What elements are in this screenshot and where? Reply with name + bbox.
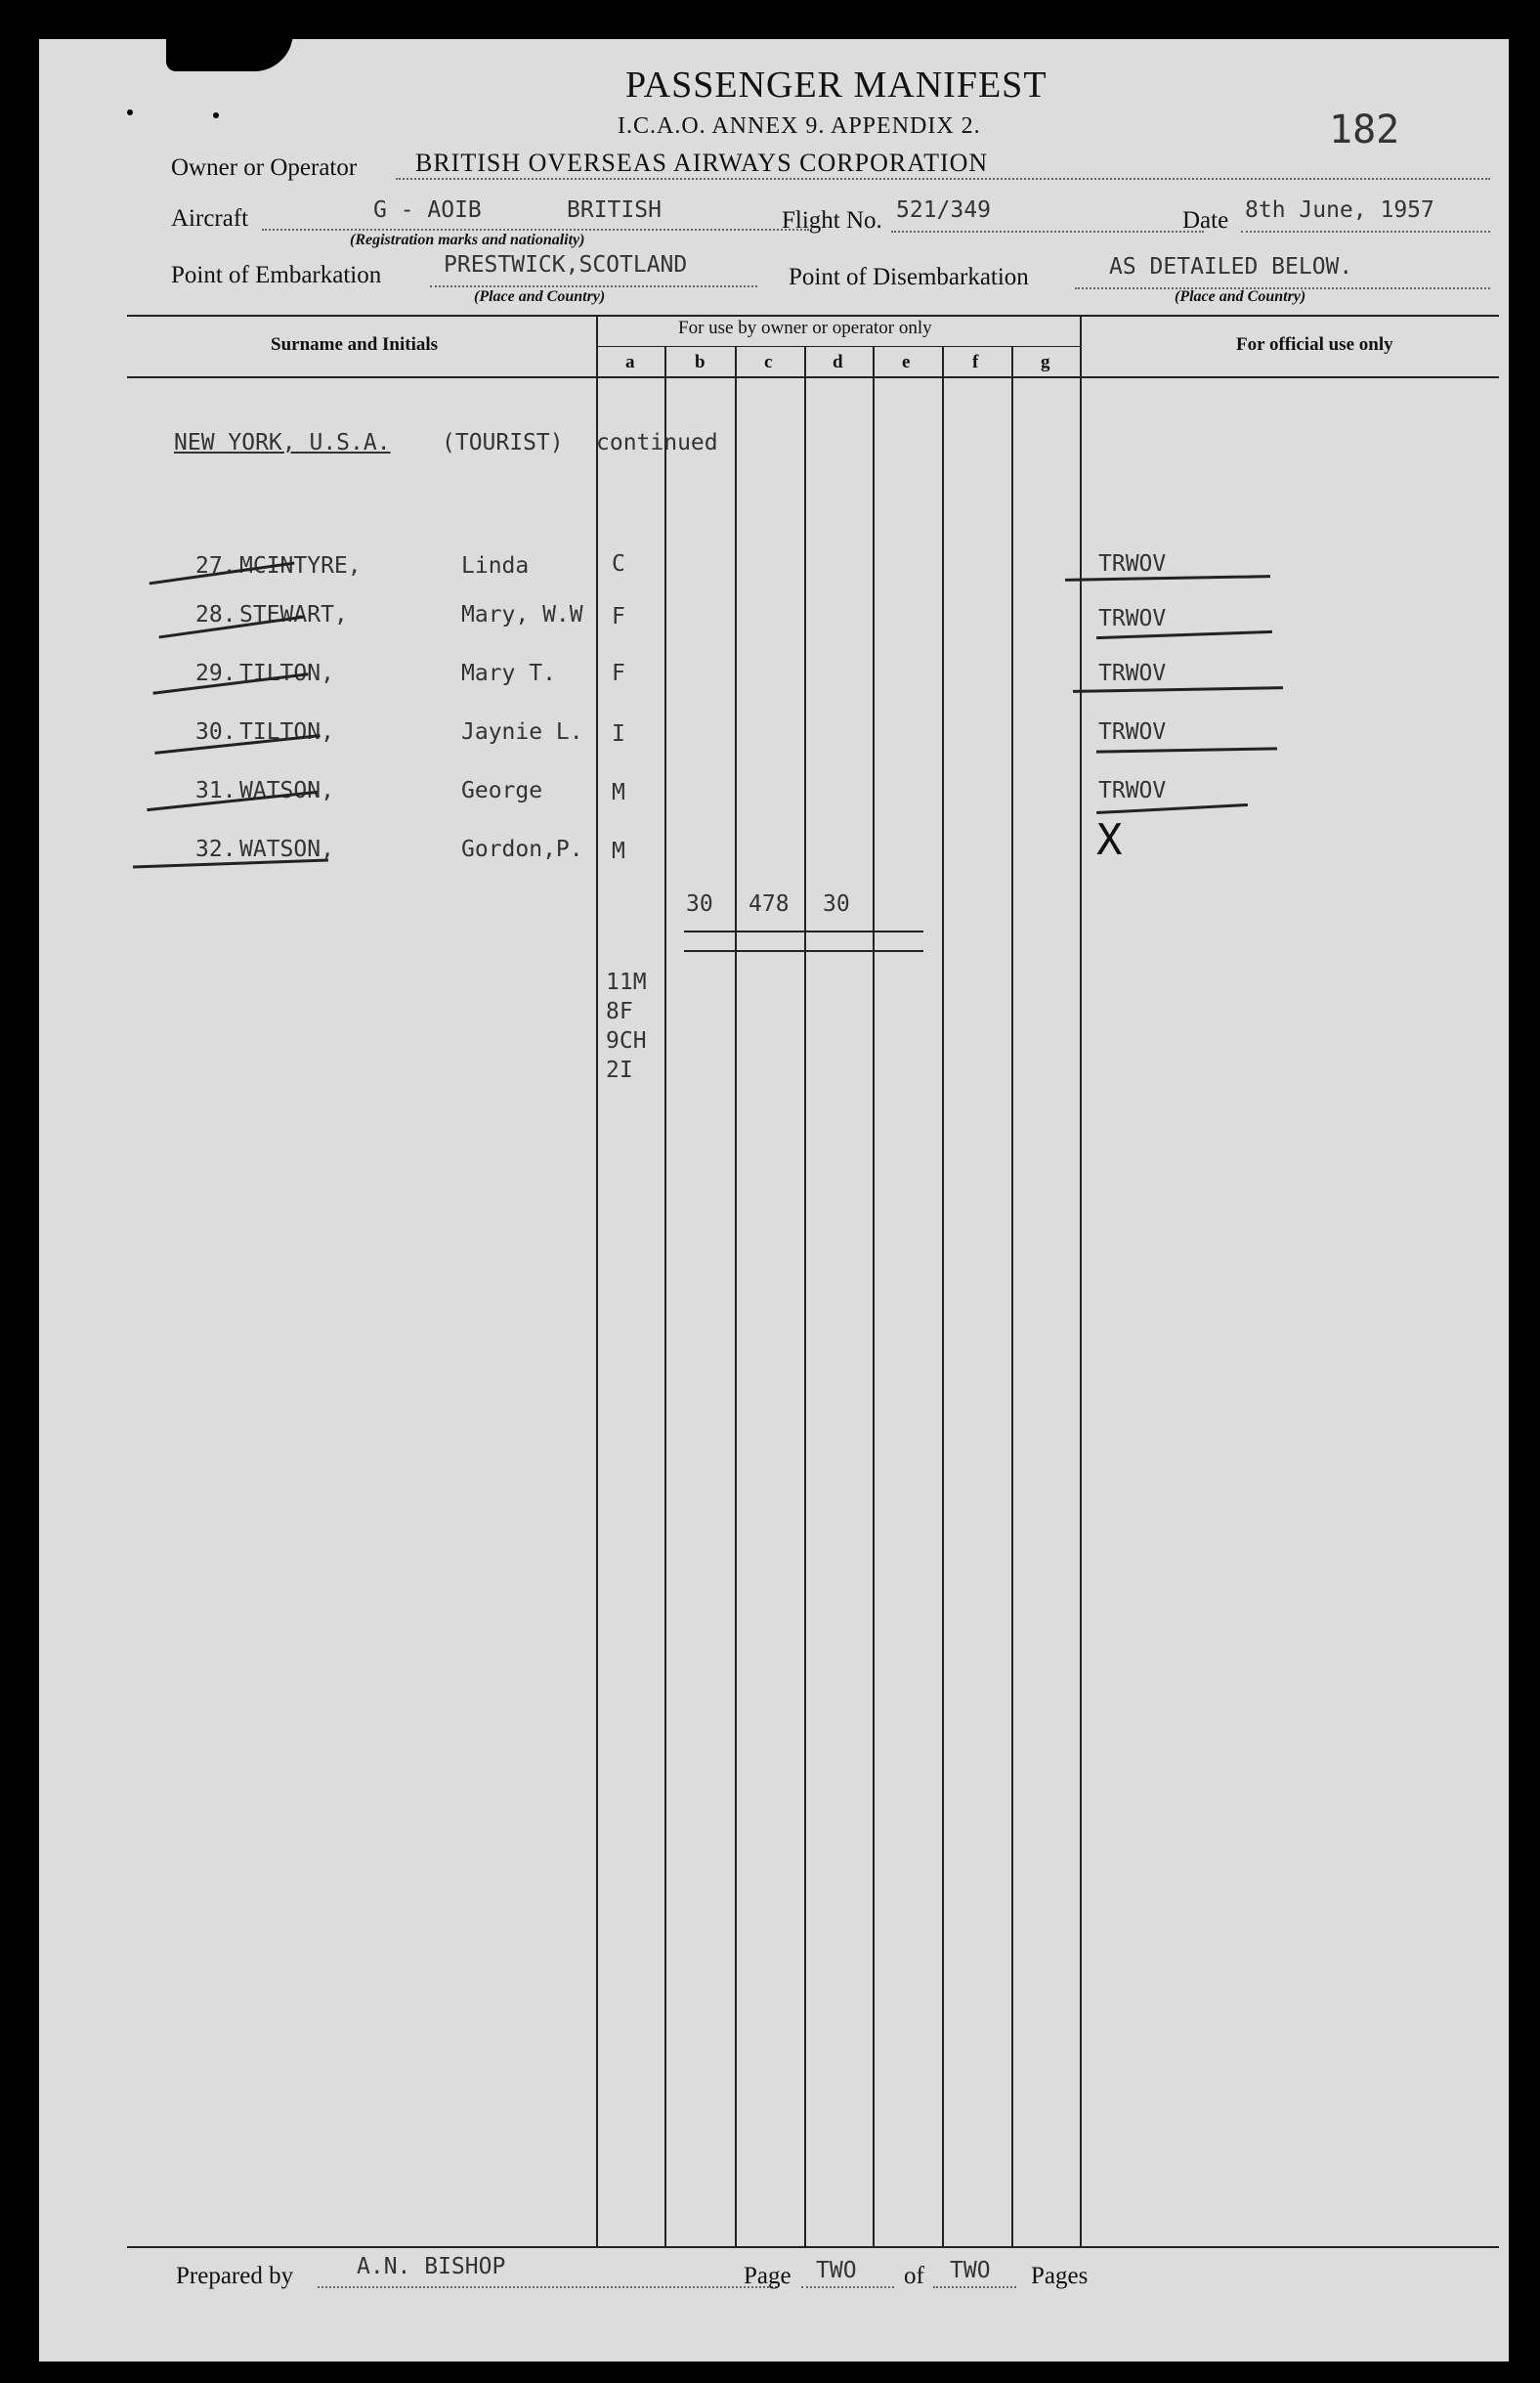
official-underline-mark bbox=[1065, 575, 1270, 582]
punch-dot bbox=[213, 112, 219, 118]
col-header-operator: For use by owner or operator only bbox=[678, 318, 932, 338]
owner-value: BRITISH OVERSEAS AIRWAYS CORPORATION bbox=[415, 149, 989, 177]
operator-subheader-rule bbox=[596, 346, 1080, 347]
col-divider-e bbox=[942, 347, 944, 2246]
row-given-name: Mary, W.W bbox=[461, 602, 583, 628]
table-header-rule bbox=[127, 376, 1499, 378]
row-given-name: Linda bbox=[461, 553, 530, 579]
date-value: 8th June, 1957 bbox=[1245, 197, 1434, 223]
row-col-a: I bbox=[612, 721, 625, 747]
row-surname: WATSON, bbox=[239, 778, 334, 803]
row-given-name: George bbox=[461, 778, 543, 803]
pages-label: Pages bbox=[1031, 2263, 1089, 2289]
official-underline-mark bbox=[1096, 630, 1272, 639]
row-number: 32. bbox=[195, 837, 236, 862]
row-official: TRWOV bbox=[1098, 551, 1167, 577]
row-official-mark: X bbox=[1096, 815, 1123, 865]
of-dotted-line bbox=[933, 2286, 1016, 2288]
row-col-a: C bbox=[612, 551, 625, 577]
official-underline-mark bbox=[1096, 803, 1248, 814]
row-number: 30. bbox=[195, 719, 236, 745]
flight-dotted-line bbox=[891, 231, 1204, 233]
page-number: 182 bbox=[1329, 108, 1400, 152]
aircraft-dotted-line bbox=[262, 229, 809, 231]
col-letter-e: e bbox=[902, 352, 911, 372]
row-surname: MCINTYRE, bbox=[239, 553, 362, 579]
disembarkation-value: AS DETAILED BELOW. bbox=[1109, 254, 1353, 280]
col-header-surname: Surname and Initials bbox=[271, 334, 439, 355]
official-underline-mark bbox=[1073, 686, 1283, 693]
date-dotted-line bbox=[1241, 231, 1490, 233]
totals-double-underline bbox=[684, 950, 923, 952]
total-d: 30 bbox=[823, 891, 850, 917]
page-title: PASSENGER MANIFEST bbox=[625, 65, 1048, 106]
row-official: TRWOV bbox=[1098, 778, 1167, 803]
row-number: 27. bbox=[195, 553, 236, 579]
row-col-a: M bbox=[612, 780, 625, 805]
punch-dot bbox=[127, 109, 133, 115]
col-header-official: For official use only bbox=[1236, 334, 1393, 355]
date-label: Date bbox=[1182, 207, 1229, 234]
row-surname: TILTON, bbox=[239, 661, 334, 686]
col-letter-b: b bbox=[695, 352, 706, 372]
row-official: TRWOV bbox=[1098, 606, 1167, 631]
totals-underline bbox=[684, 931, 923, 932]
col-letter-f: f bbox=[972, 352, 979, 372]
row-official: TRWOV bbox=[1098, 661, 1167, 686]
embarkation-label: Point of Embarkation bbox=[171, 262, 382, 288]
embarkation-caption: (Place and Country) bbox=[474, 288, 606, 305]
embarkation-value: PRESTWICK,SCOTLAND bbox=[444, 252, 688, 278]
manifest-paper bbox=[39, 39, 1509, 2361]
col-divider-official bbox=[1080, 315, 1082, 2246]
section-class: (TOURIST) bbox=[442, 430, 564, 455]
col-divider-b bbox=[735, 347, 737, 2246]
row-given-name: Mary T. bbox=[461, 661, 556, 686]
summary-female: 8F bbox=[606, 999, 633, 1024]
col-divider-surname bbox=[596, 315, 598, 2246]
col-divider-d bbox=[873, 347, 875, 2246]
row-number: 28. bbox=[195, 602, 236, 628]
prepared-by-label: Prepared by bbox=[176, 2263, 294, 2289]
col-divider-a bbox=[664, 347, 666, 2246]
col-divider-c bbox=[804, 347, 806, 2246]
table-top-rule bbox=[127, 315, 1499, 317]
col-divider-f bbox=[1011, 347, 1013, 2246]
page-dotted-line bbox=[801, 2286, 894, 2288]
flight-label: Flight No. bbox=[782, 207, 882, 234]
total-c: 478 bbox=[749, 891, 790, 917]
owner-dotted-line bbox=[396, 178, 1490, 180]
row-surname: TILTON, bbox=[239, 719, 334, 745]
col-letter-c: c bbox=[764, 352, 773, 372]
page-value: TWO bbox=[816, 2258, 857, 2283]
row-number: 31. bbox=[195, 778, 236, 803]
row-surname: WATSON, bbox=[239, 837, 334, 862]
row-given-name: Jaynie L. bbox=[461, 719, 583, 745]
section-continued: continued bbox=[596, 430, 718, 455]
row-col-a: F bbox=[612, 661, 625, 686]
section-heading: NEW YORK, U.S.A. bbox=[174, 430, 391, 455]
embarkation-dotted-line bbox=[430, 285, 757, 287]
page-label: Page bbox=[744, 2263, 791, 2289]
prepared-by-dotted-line bbox=[318, 2286, 777, 2288]
summary-male: 11M bbox=[606, 970, 647, 995]
row-surname: STEWART, bbox=[239, 602, 348, 628]
torn-corner-mark bbox=[166, 27, 293, 71]
official-underline-mark bbox=[1096, 747, 1277, 753]
prepared-by-value: A.N. BISHOP bbox=[357, 2254, 506, 2279]
summary-infants: 2I bbox=[606, 1058, 633, 1083]
aircraft-label: Aircraft bbox=[171, 205, 249, 232]
of-label: of bbox=[904, 2263, 924, 2289]
row-number: 29. bbox=[195, 661, 236, 686]
disembarkation-label: Point of Disembarkation bbox=[789, 264, 1029, 290]
summary-children: 9CH bbox=[606, 1028, 647, 1054]
of-value: TWO bbox=[950, 2258, 991, 2283]
row-given-name: Gordon,P. bbox=[461, 837, 583, 862]
disembarkation-caption: (Place and Country) bbox=[1175, 288, 1306, 305]
aircraft-reg: G - AOIB bbox=[373, 197, 482, 223]
aircraft-caption: (Registration marks and nationality) bbox=[350, 232, 585, 248]
flight-value: 521/349 bbox=[896, 197, 991, 223]
table-bottom-rule bbox=[127, 2246, 1499, 2248]
aircraft-nationality: BRITISH bbox=[567, 197, 662, 223]
owner-label: Owner or Operator bbox=[171, 154, 358, 181]
page-subtitle: I.C.A.O. ANNEX 9. APPENDIX 2. bbox=[618, 113, 981, 139]
col-letter-g: g bbox=[1041, 352, 1050, 372]
row-official: TRWOV bbox=[1098, 719, 1167, 745]
col-letter-a: a bbox=[625, 352, 635, 372]
row-col-a: M bbox=[612, 839, 625, 864]
total-b: 30 bbox=[686, 891, 713, 917]
row-col-a: F bbox=[612, 604, 625, 629]
col-letter-d: d bbox=[833, 352, 843, 372]
